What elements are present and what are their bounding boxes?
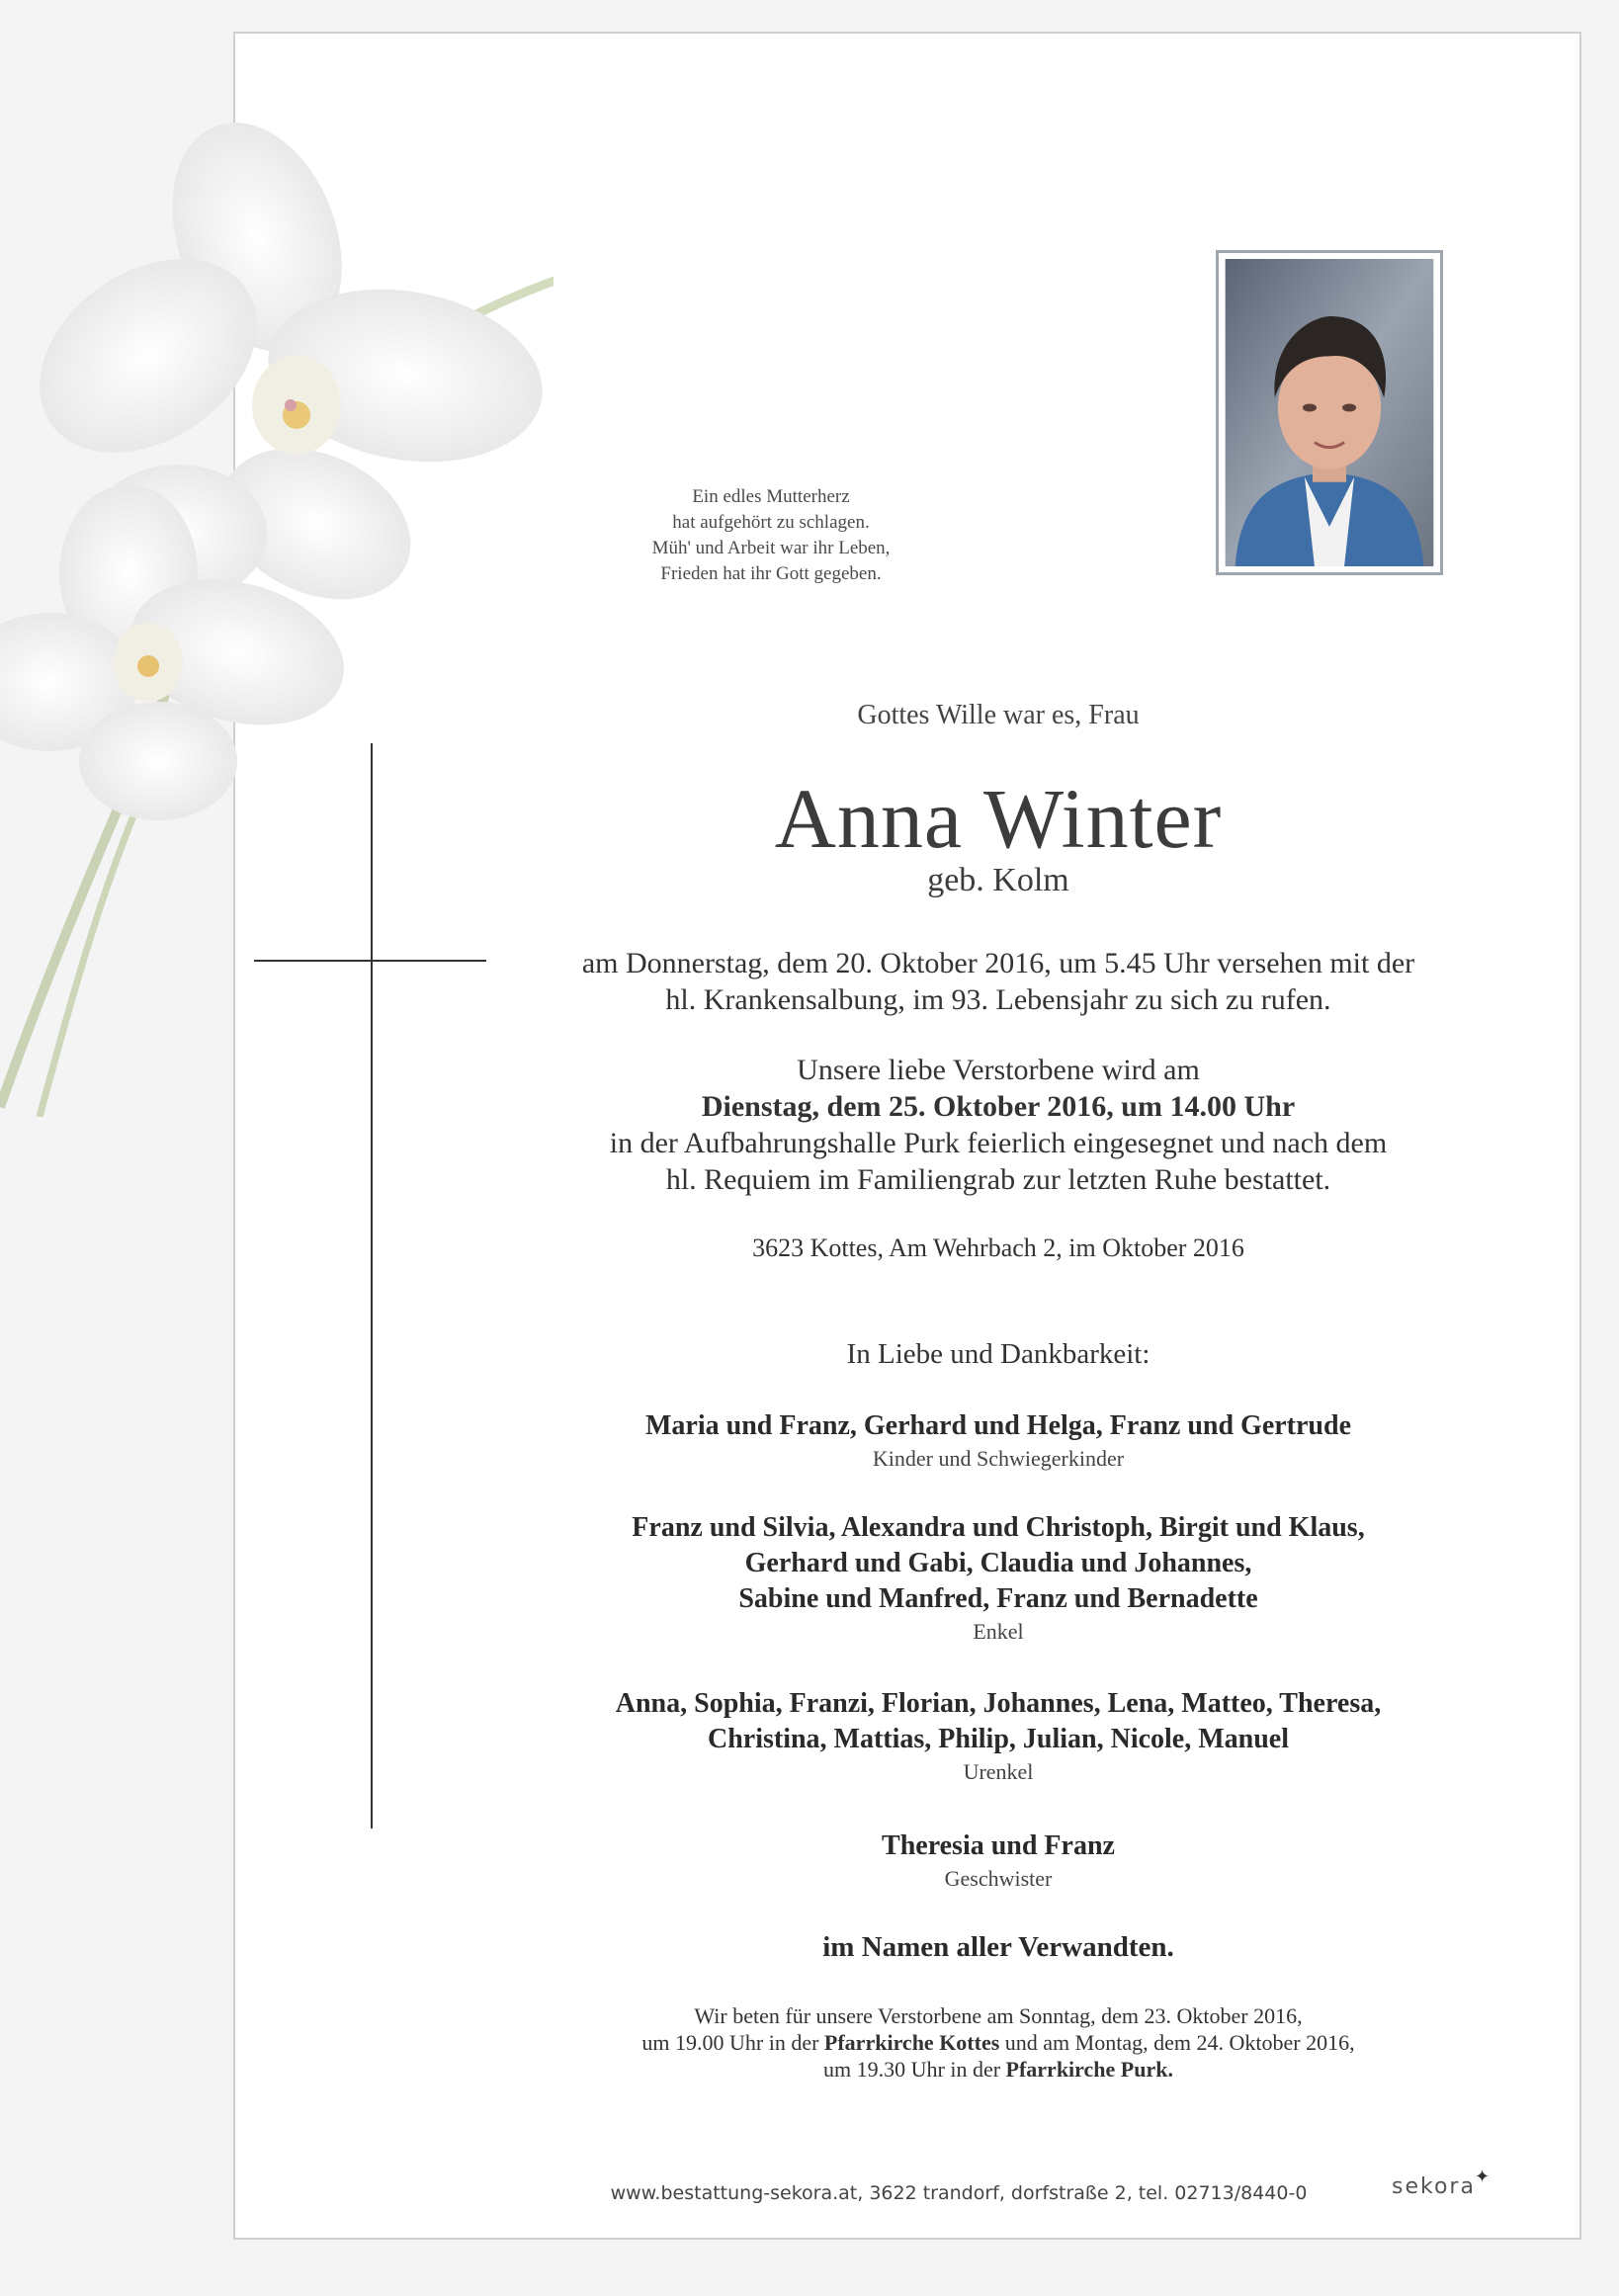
mourner-names: Maria und Franz, Gerhard und Helga, Franz und Gertrude [645, 1410, 1351, 1441]
mourner-names: Franz und Silvia, Alexandra und Christoph, Birgit und Klaus, [632, 1512, 1365, 1543]
verse-line: Ein edles Mutterherz [692, 486, 850, 507]
mourner-relation: Kinder und Schwiegerkinder [872, 1446, 1125, 1471]
mourner-names: Theresia und Franz [882, 1830, 1115, 1861]
funeral-line: hl. Requiem im Familiengrab zur letzten Ruhe bestattet. [665, 1163, 1331, 1196]
birth-name: geb. Kolm [927, 862, 1069, 898]
thanks-title: In Liebe und Dankbarkeit: [846, 1338, 1150, 1370]
prayer-line: Wir beten für unsere Verstorbene am Sonntag, dem 23. Oktober 2016, [694, 2003, 1303, 2028]
intro-line: Gottes Wille war es, Frau [857, 700, 1140, 730]
memorial-verse [554, 484, 988, 587]
closing-line: im Namen aller Verwandten. [822, 1931, 1174, 1963]
funeral-line: in der Aufbahrungshalle Purk feierlich eingesegnet und nach dem [609, 1127, 1388, 1159]
mourner-group-great-grandchildren [514, 1686, 1483, 1787]
prayer-notice [514, 2002, 1483, 2083]
prayer-church: Pfarrkirche Purk. [1005, 2057, 1173, 2082]
mourner-names: Christina, Mattias, Philip, Julian, Nicole, Manuel [707, 1724, 1290, 1754]
mourner-names: Anna, Sophia, Franzi, Florian, Johannes, Lena, Matteo, Theresa, [615, 1688, 1382, 1719]
prayer-text: um 19.30 Uhr in der [823, 2057, 1006, 2082]
cross-vertical-bar [371, 743, 373, 1828]
place-date: 3623 Kottes, Am Wehrbach 2, im Oktober 2016 [752, 1233, 1244, 1262]
death-line: am Donnerstag, dem 20. Oktober 2016, um 5.45 Uhr versehen mit der [581, 947, 1415, 979]
sekora-logo [1392, 2167, 1492, 2199]
mourner-relation: Geschwister [944, 1866, 1053, 1891]
funeral-date: Dienstag, dem 25. Oktober 2016, um 14.00 Uhr [701, 1090, 1296, 1123]
funeral-notice [514, 1052, 1483, 1198]
funeral-line: Unsere liebe Verstorbene wird am [797, 1054, 1200, 1086]
mourner-names: Gerhard und Gabi, Claudia und Johannes, [744, 1548, 1252, 1578]
footer-contact: www.bestattung-sekora.at, 3622 trandorf, dorfstraße 2, tel. 02713/8440-0 [610, 2182, 1308, 2204]
prayer-church: Pfarrkirche Kottes [823, 2030, 1000, 2055]
prayer-text: und am Montag, dem 24. Oktober 2016, [999, 2030, 1355, 2055]
mourner-group-grandchildren [514, 1510, 1483, 1647]
mourner-names: Sabine und Manfred, Franz und Bernadette [738, 1583, 1258, 1614]
portrait-image [1225, 259, 1434, 566]
mourner-group-siblings [514, 1828, 1483, 1894]
bird-icon: ✦ [1475, 2167, 1492, 2187]
logo-text: sekora [1392, 2174, 1476, 2199]
death-line: hl. Krankensalbung, im 93. Lebensjahr zu sich zu rufen. [665, 983, 1331, 1016]
mourner-relation: Enkel [973, 1619, 1024, 1644]
verse-line: Frieden hat ihr Gott gegeben. [660, 563, 882, 584]
prayer-text: um 19.00 Uhr in der [641, 2030, 824, 2055]
prayer-line [514, 2029, 1483, 2056]
cross-horizontal-bar [254, 960, 486, 962]
mourner-relation: Urenkel [963, 1759, 1034, 1784]
mourner-group-children [514, 1408, 1483, 1474]
death-notice [514, 945, 1483, 1018]
deceased-name: Anna Winter [774, 771, 1223, 866]
portrait-photo [1216, 250, 1443, 575]
prayer-line [514, 2056, 1483, 2083]
verse-line: Müh' und Arbeit war ihr Leben, [651, 538, 891, 558]
verse-line: hat aufgehört zu schlagen. [672, 512, 870, 533]
